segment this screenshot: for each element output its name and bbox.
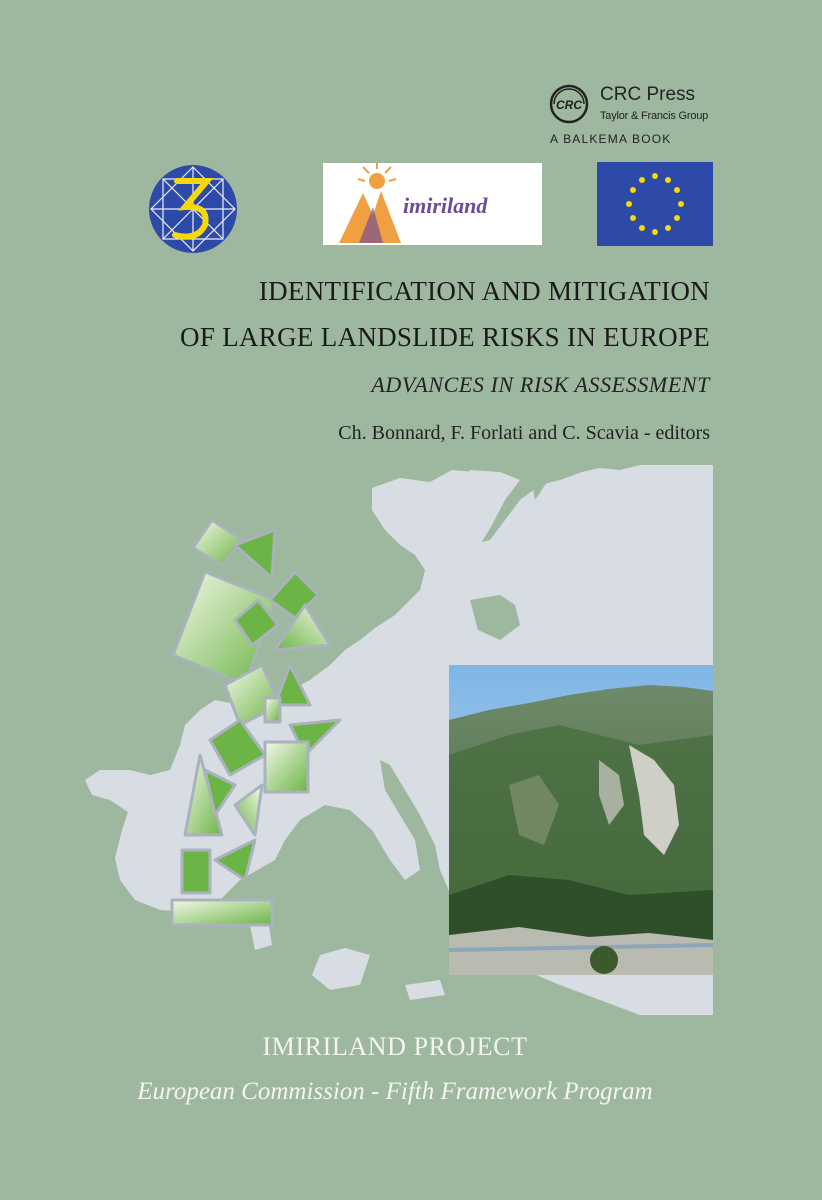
island-landmass (405, 980, 445, 1000)
landslide-shape (265, 742, 308, 792)
crc-logo-icon (548, 84, 590, 124)
publisher-imprint: A BALKEMA BOOK (550, 132, 672, 146)
landslide-shape (182, 850, 210, 893)
landslide-shape (265, 698, 280, 722)
program-name: European Commission - Fifth Framework Program (137, 1078, 653, 1105)
landslide-shape (235, 530, 275, 578)
publisher-block (548, 80, 748, 150)
landslide-shape (172, 900, 272, 925)
crc-logo-text: CRC (556, 98, 582, 112)
landslide-shape (193, 520, 242, 565)
publisher-name: CRC Press (600, 84, 696, 105)
slope-network-logo-icon (145, 163, 241, 255)
title-line-1: IDENTIFICATION AND MITIGATION (258, 276, 710, 306)
imiriland-sun-icon (329, 163, 409, 245)
publisher-group: Taylor & Francis Group (600, 110, 709, 122)
title-line-2: OF LARGE LANDSLIDE RISKS IN EUROPE (180, 322, 710, 352)
eu-flag-icon (597, 162, 713, 246)
landslide-shape (270, 572, 318, 618)
landslide-photo (449, 665, 713, 975)
imiriland-wordmark: imiriland (403, 193, 488, 218)
editors-line: Ch. Bonnard, F. Forlati and C. Scavia - editors (338, 422, 710, 444)
island-landmass (312, 948, 370, 990)
subtitle: ADVANCES IN RISK ASSESSMENT (371, 372, 710, 397)
landslide-shape (275, 605, 330, 650)
imiriland-logo (323, 163, 542, 245)
project-name: IMIRILAND PROJECT (262, 1032, 528, 1061)
